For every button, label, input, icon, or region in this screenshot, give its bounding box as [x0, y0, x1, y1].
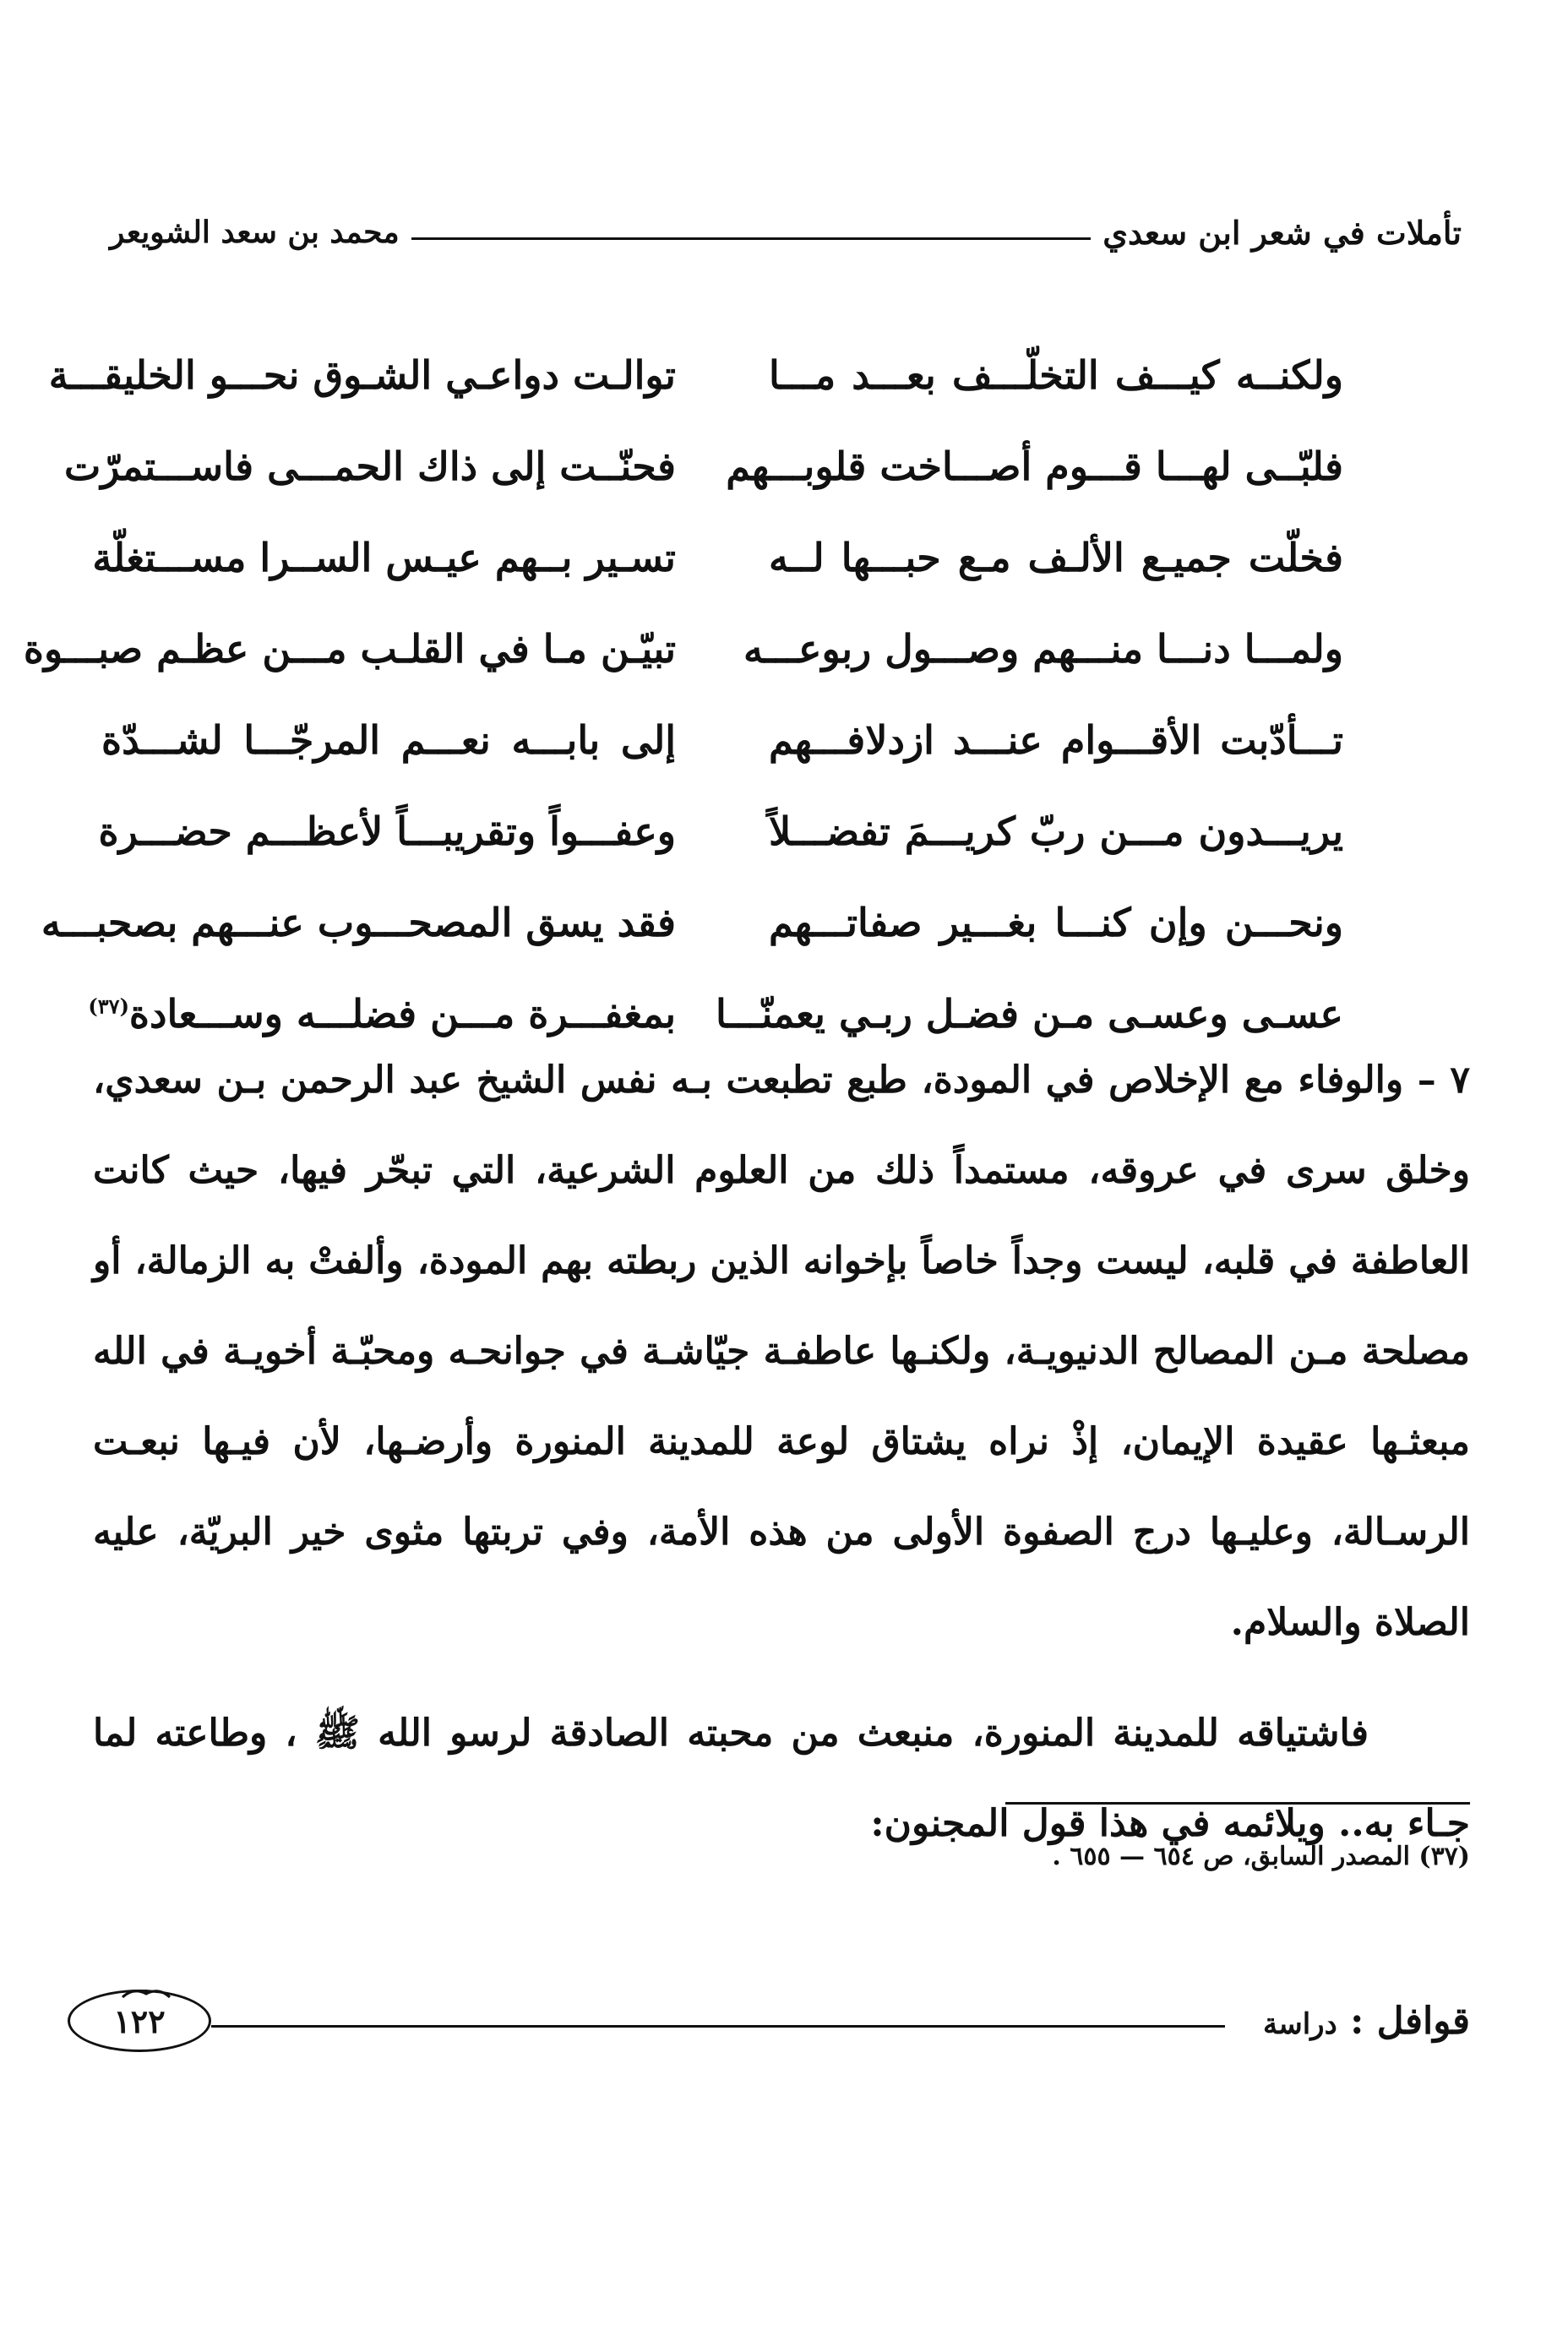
verse-first-hemistich: ولكنــه كيـــف التخلّـــف بعـــد مـــا — [769, 352, 1343, 398]
poem — [23, 329, 1343, 1059]
verse-7 — [41, 877, 1343, 968]
page-number: ١٢٢ — [113, 2001, 166, 2040]
footnote-rule — [1005, 1802, 1470, 1805]
verse-second-hemistich: توالـت دواعـي الشـوق نحـــو الخليقـــة — [48, 352, 676, 398]
verse-first-hemistich: تـــأدّبت الأقـــوام عنـــد ازدلافـــهم — [769, 717, 1343, 763]
running-header — [110, 207, 1462, 258]
verse-second-hemistich: فقد يسق المصحـــوب عنـــهم بصحبـــه — [41, 900, 676, 945]
verse-first-hemistich: فخلّت جميـع الألـف مـع حبـــها لــه — [769, 535, 1343, 580]
verse-2 — [63, 421, 1343, 512]
verse-second-text: بمغفـــرة مـــن فضلـــه وســـعادة — [128, 991, 676, 1037]
paragraph: ٧ – والوفاء مع الإخلاص في المودة، طبع تطبعت بـه نفس الشيخ عبد الرحمن بـن سعدي، وخلق سرى في عروقه، مستمداً ذلك من العلوم الشرعية، التي تبحّر فيها، حيث كانت العاطفة في قلبه، ليست وجداً خاصاً بإخوانه الذين ربطته بهم المودة، وألفتْ به الزمالة، أو مصلحة مـن المصالح الدنيويـة، ولكنـها عاطفـة جيّاشـة في جوانحـه ومحبّـة أخويـة في الله مبعثـها عقيدة الإيمان، إذْ نراه يشتاق لوعة للمدينة المنورة وأرضـها، لأن فيـها نبعـت الرسـالة، وعليـها درج الصفوة الأولى من هذه الأمة، وفي تربتها مثوى خير البريّة، عليه الصلاة والسلام. — [93, 1059, 1470, 1644]
header-title: تأملات في شعر ابن سعدي — [1102, 213, 1462, 252]
journal-separator: : — [1350, 2000, 1364, 2043]
verse-first-hemistich: ولمـــا دنـــا منـــهم وصـــول ربوعـــه — [743, 626, 1343, 672]
verse-1 — [48, 329, 1343, 421]
verse-second-hemistich: تسـير بــهم عيـس الســرا مســـتغلّة — [92, 535, 676, 580]
footnote-marker[interactable]: (٣٧) — [88, 994, 129, 1019]
page-footer — [68, 1981, 1470, 2057]
section-name: دراسة — [1263, 2007, 1337, 2041]
journal-name — [1263, 2000, 1470, 2043]
page-number-badge — [68, 1990, 211, 2052]
ornament-icon — [121, 1985, 172, 2002]
verse-second-hemistich: إلى بابـــه نعـــم المرجّـــا لشـــدّة — [101, 717, 676, 763]
verse-first-hemistich: يريـــدون مـــن ربّ كريـــمَ تفضـــلاً — [769, 808, 1343, 854]
verse-second-hemistich — [88, 991, 676, 1037]
journal-title: قوافل — [1376, 2000, 1470, 2043]
verse-5 — [93, 694, 1343, 786]
header-rule — [411, 237, 1092, 240]
body-text — [93, 1035, 1470, 1869]
footer-rule — [211, 2025, 1225, 2028]
verse-second-hemistich: تبيّـن مـا في القلـب مـــن عظـم صبـــوة — [23, 626, 676, 672]
verse-first-hemistich: فلبّــى لهـــا قـــوم أصـــاخت قلوبـــهم — [726, 444, 1343, 489]
paragraph: فاشتياقه للمدينة المنورة، منبعث من محبته الصادقة لرسو الله ﷺ ، وطاعته لما جـاء به.. ويلائمه في هذا قول المجنون: — [93, 1712, 1470, 1845]
verse-first-hemistich: عسـى وعسـى مـن فضـل ربـي يعمنّـــا — [716, 991, 1343, 1037]
verse-first-hemistich: ونحـــن وإن كنـــا بغـــير صفاتـــهم — [769, 900, 1343, 945]
verse-3 — [93, 512, 1343, 603]
verse-second-hemistich: وعفـــواً وتقريبـــاً لأعظـــم حضـــرة — [98, 808, 676, 854]
verse-4 — [23, 603, 1343, 694]
footnote-37: (٣٧) المصدر السابق، ص ٦٥٤ — ٦٥٥ . — [1052, 1842, 1470, 1871]
header-author: محمد بن سعد الشويعر — [110, 215, 400, 250]
verse-second-hemistich: فحنّــت إلى ذاك الحمـــى فاســـتمرّت — [63, 444, 676, 489]
verse-6 — [93, 786, 1343, 877]
